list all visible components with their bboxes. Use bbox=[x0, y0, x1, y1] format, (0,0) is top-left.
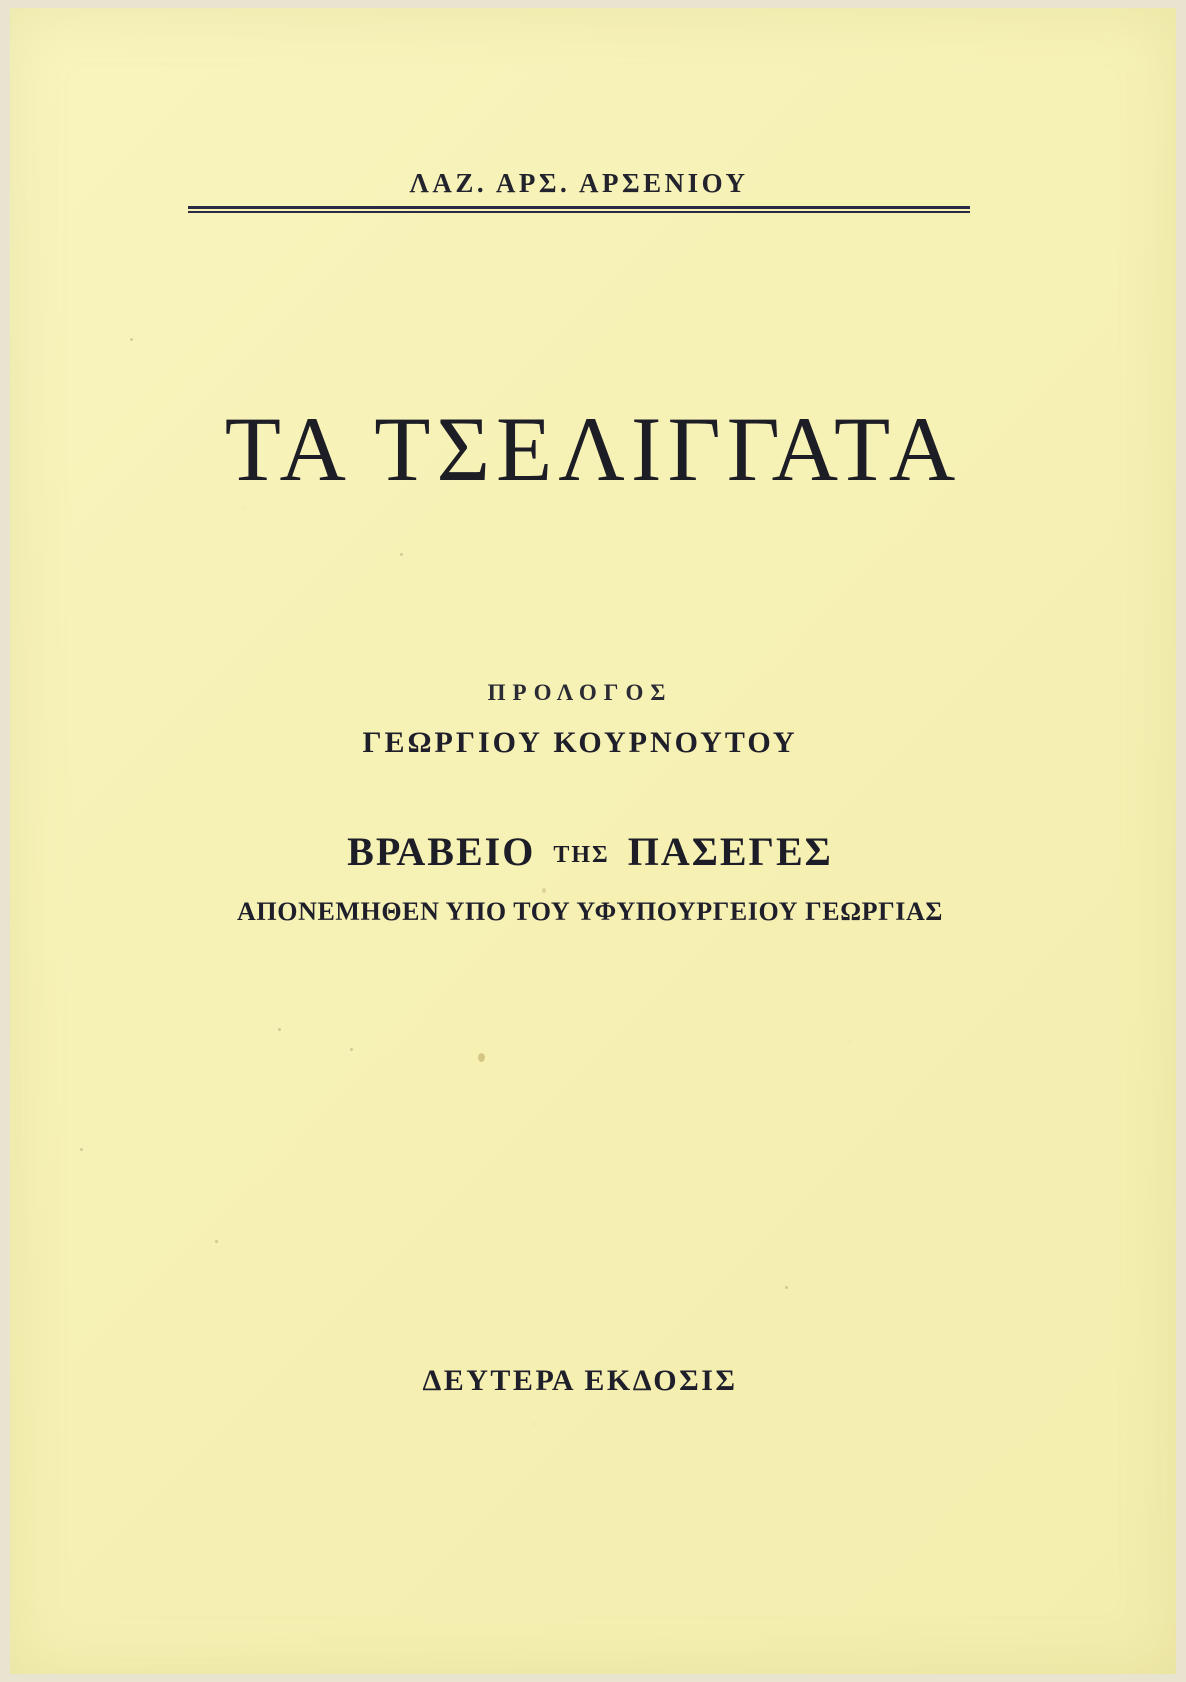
award-organization: ΠΑΣΕΓΕΣ bbox=[627, 829, 833, 874]
paper-speck bbox=[400, 553, 403, 556]
prologue-author: ΓΕΩΡΓΙΟΥ ΚΟΥΡΝΟΥΤΟΥ bbox=[362, 726, 798, 759]
rule-thin bbox=[188, 211, 970, 213]
award-subtitle: ΑΠΟΝΕΜΗΘΕΝ ΥΠΟ ΤΟΥ ΥΦΥΠΟΥΡΓΕΙΟΥ ΓΕΩΡΓΙΑΣ bbox=[237, 897, 943, 926]
paper-speck bbox=[785, 1286, 788, 1289]
prologue-label: ΠΡΟΛΟΓΟΣ bbox=[487, 680, 673, 705]
cover-content bbox=[10, 8, 1176, 1674]
author-line bbox=[188, 168, 970, 199]
award-line bbox=[130, 828, 1050, 875]
edition-statement: ΔΕΥΤΕΡΑ ΕΚΔΟΣΙΣ bbox=[422, 1364, 738, 1397]
paper-speck bbox=[130, 338, 133, 341]
award-main: ΒΡΑΒΕΙΟ bbox=[347, 829, 536, 874]
paper-speck bbox=[215, 1240, 218, 1243]
rule-thick bbox=[188, 206, 970, 209]
paper-speck bbox=[80, 1148, 83, 1151]
paper-stain bbox=[478, 1053, 485, 1062]
award-block bbox=[130, 828, 1050, 927]
page-title: ΤΑ ΤΣΕΛΙΓΓΑΤΑ bbox=[224, 398, 962, 500]
paper-speck bbox=[278, 1028, 281, 1031]
book-cover-page bbox=[10, 8, 1176, 1674]
author-name: ΛΑΖ. ΑΡΣ. ΑΡΣΕΝΙΟΥ bbox=[409, 168, 749, 198]
award-connector: ΤΗΣ bbox=[553, 842, 610, 868]
paper-speck bbox=[350, 1048, 353, 1051]
prologue-block bbox=[170, 680, 990, 760]
header-rule bbox=[188, 206, 970, 213]
